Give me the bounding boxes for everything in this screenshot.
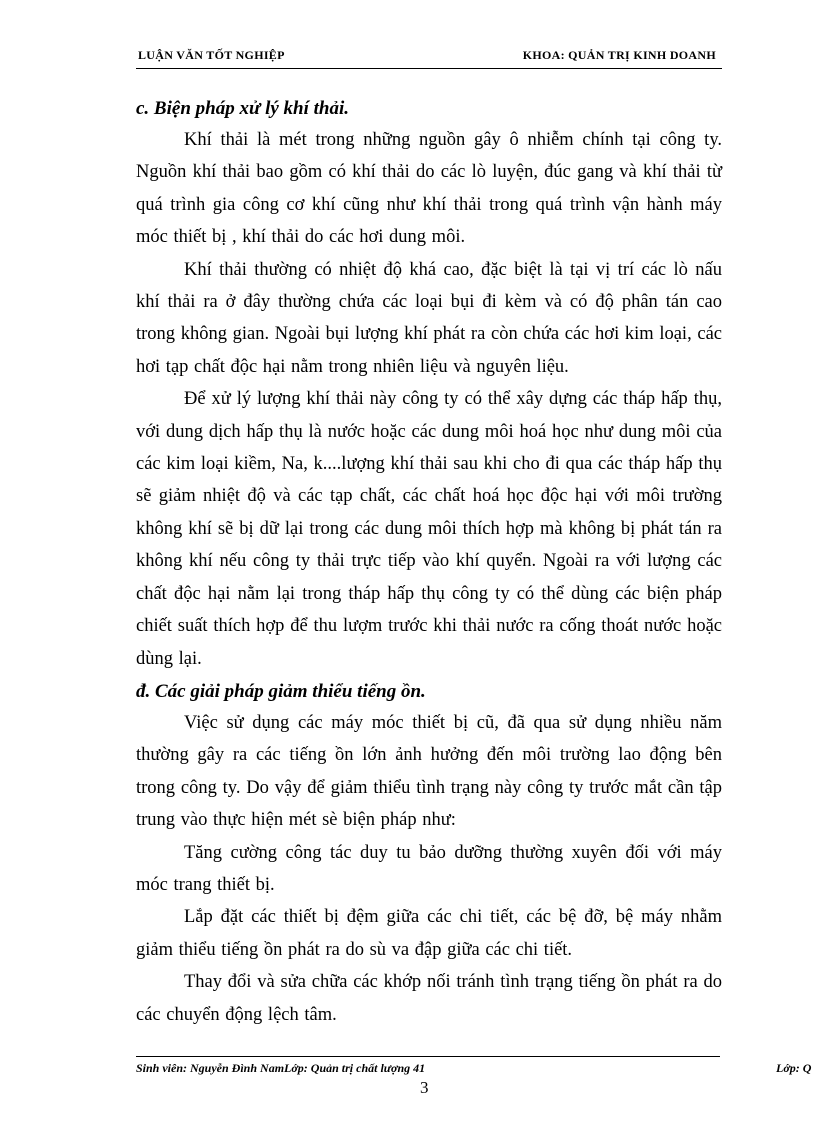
section-d-heading: đ. Các giải pháp giảm thiểu tiếng ồn. bbox=[136, 680, 426, 702]
section-d-paragraph-1: Việc sử dụng các máy móc thiết bị cũ, đã qua sử dụng nhiều năm thường gây ra các tiếng ồn lớn ảnh hưởng đến môi trường lao động bên trong công ty. Do vậy để giảm thiểu tình trạng này công ty trước mắt cần tập trung vào thực hiện mét sè biện pháp như: bbox=[136, 712, 722, 831]
page-header bbox=[136, 48, 722, 69]
section-d-paragraph-3: Lắp đặt các thiết bị đệm giữa các chi tiết, các bệ đỡ, bệ máy nhằm giảm thiểu tiếng ồn phát ra do sù va đập giữa các chi tiết. bbox=[136, 907, 722, 960]
footer-student-info: Sinh viên: Nguyễn Đình NamLớp: Quản trị chất lượng 41 bbox=[136, 1061, 426, 1075]
footer-divider bbox=[136, 1056, 720, 1057]
section-d-paragraph-2: Tăng cường công tác duy tu bảo dưỡng thường xuyên đối với máy móc trang thiết bị. bbox=[136, 842, 722, 895]
section-d-paragraph-4: Thay đổi và sửa chữa các khớp nối tránh tình trạng tiếng ồn phát ra do các chuyển động lệch tâm. bbox=[136, 972, 722, 1025]
header-faculty-label: KHOA: QUẢN TRỊ KINH DOANH bbox=[522, 48, 716, 62]
section-c-paragraph-1: Khí thải là mét trong những nguồn gây ô nhiễm chính tại công ty. Nguồn khí thải bao gồm có khí thải do các lò luyện, đúc gang và khí thải từ quá trình gia công cơ khí cũng như khí thải trong quá trình vận hành máy móc thiết bị , khí thải do các hơi dung môi. bbox=[136, 130, 722, 248]
page-body bbox=[136, 94, 722, 1031]
section-c-paragraph-3: Để xử lý lượng khí thải này công ty có thể xây dựng các tháp hấp thụ, với dung dịch hấp thụ là nước hoặc các dung môi hoá học như dung môi của các kim loại kiềm, Na, k....lượng khí thải sau khi cho đi qua các tháp hấp thụ sẽ giảm nhiệt độ và các tạp chất, các chất hoá học độc hại với môi trường không khí sẽ bị dữ lại trong các dung môi thích hợp mà không bị phát tán ra không khí nếu công ty thải trực tiếp vào khí quyển. Ngoài ra với lượng các chất độc hại nằm lại trong tháp hấp thụ công ty có thể dùng các biện pháp chiết suất thích hợp để thu lượm trước khi thải nước ra cống thoát nước hoặc dùng lại. bbox=[136, 389, 722, 669]
header-thesis-label: LUẬN VĂN TỐT NGHIỆP bbox=[138, 48, 285, 62]
section-c-paragraph-2: Khí thải thường có nhiệt độ khá cao, đặc biệt là tại vị trí các lò nấu khí thải ra ở đây thường chứa các loại bụi đi kèm và có độ phân tán cao trong không gian. Ngoài bụi lượng khí phát ra còn chứa các hơi kim loại, các hơi tạp chất độc hại nằm trong nhiên liệu và nguyên liệu. bbox=[136, 259, 722, 377]
page-number: 3 bbox=[420, 1078, 429, 1097]
section-c-heading: c. Biện pháp xử lý khí thải. bbox=[136, 98, 350, 119]
footer-class-label: Lớp: Q bbox=[776, 1061, 812, 1075]
